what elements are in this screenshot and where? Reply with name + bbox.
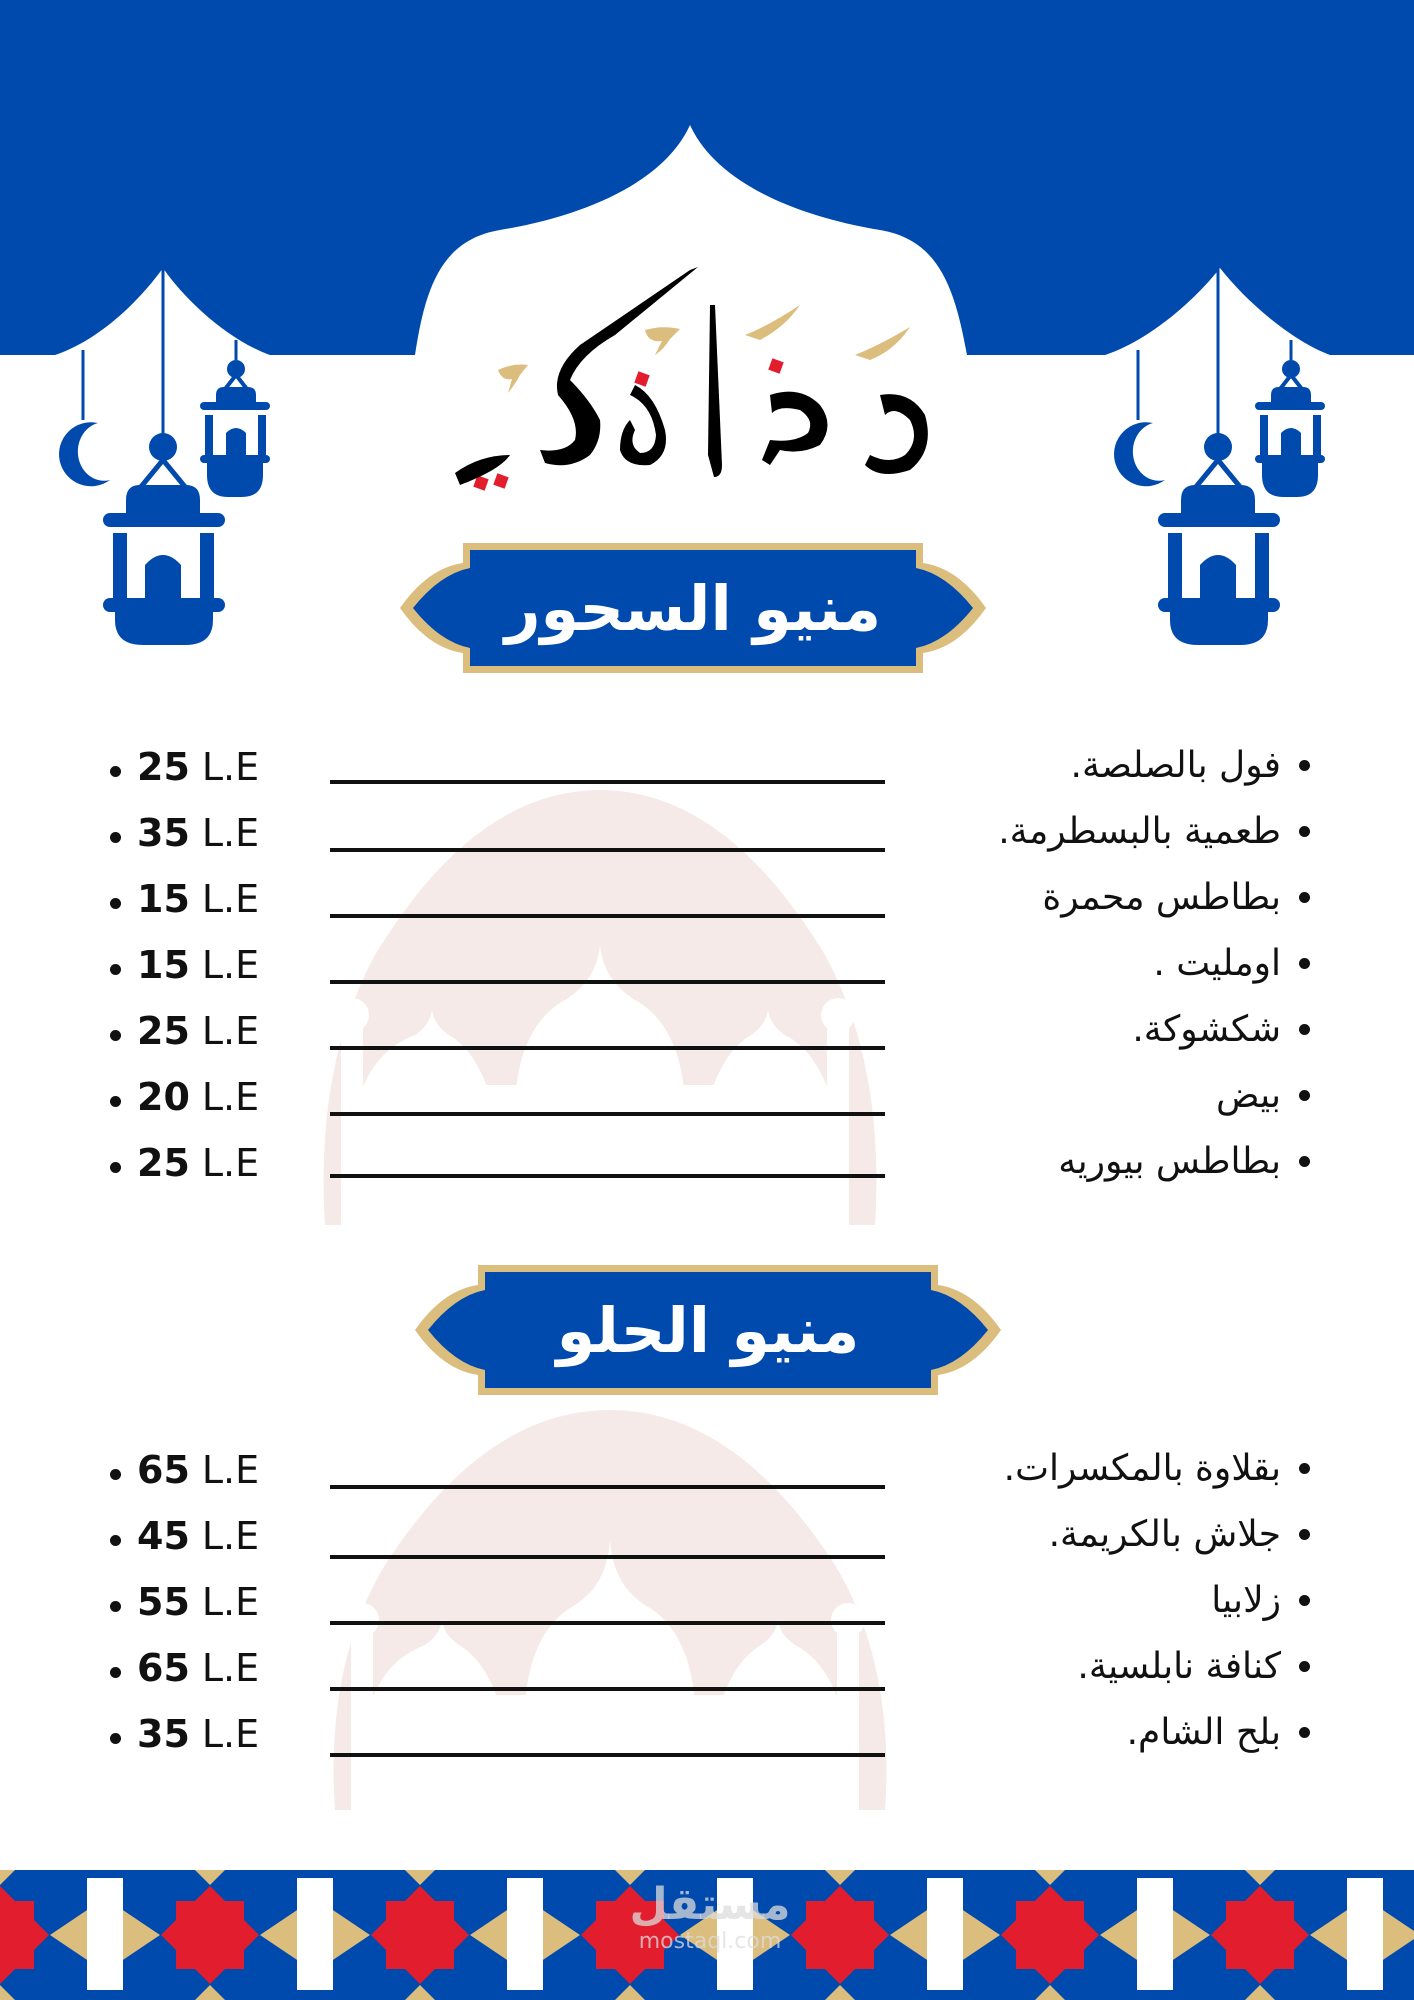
lantern-icon-small [1255,360,1325,497]
price-currency: L.E [201,877,260,921]
section-banner-desserts [413,1260,1003,1400]
item-price [110,745,259,789]
leader-line [330,1753,885,1757]
bullet-icon [1299,1727,1310,1738]
bullet-icon [110,1096,121,1107]
price-value: 25 [137,1009,190,1053]
item-price [110,1448,259,1492]
leader-line [330,1174,885,1178]
menu-item-row [110,1075,1310,1135]
item-name-text: كنافة نابلسية. [1077,1646,1281,1687]
item-name [1127,1712,1310,1753]
item-price [110,877,259,921]
menu-item-row [110,1712,1310,1772]
price-value: 20 [137,1075,190,1119]
lantern-icon-small [200,360,270,497]
price-currency: L.E [201,1514,260,1558]
leader-line [330,1046,885,1050]
item-name-text: جلاش بالكريمة. [1048,1514,1281,1555]
leader-line [330,1621,885,1625]
menu-item-row [110,811,1310,871]
item-name-text: بطاطس محمرة [1042,877,1281,918]
price-currency: L.E [201,1580,260,1624]
bullet-icon [1299,826,1310,837]
bullet-icon [1299,1595,1310,1606]
watermark [620,1880,800,1954]
price-value: 25 [137,745,190,789]
item-name [998,811,1310,852]
item-name-text: فول بالصلصة. [1070,745,1281,786]
price-value: 35 [137,1712,190,1756]
bullet-icon [1299,1024,1310,1035]
section-banner-suhoor [398,538,988,678]
item-name [1153,943,1310,984]
leader-line [330,1687,885,1691]
leader-line [330,1485,885,1489]
item-name-text: بقلاوة بالمكسرات. [1003,1448,1281,1489]
bullet-icon [1299,1529,1310,1540]
price-value: 35 [137,811,190,855]
right-lanterns-group [1105,265,1335,645]
price-currency: L.E [201,1075,260,1119]
bullet-icon [1299,1463,1310,1474]
item-name [1132,1009,1310,1050]
bullet-icon [110,832,121,843]
crescent-icon [59,422,110,486]
bullet-icon [1299,1661,1310,1672]
item-name [1077,1646,1310,1687]
price-currency: L.E [201,1141,260,1185]
lantern-icon-large [1158,433,1280,645]
item-price [110,1712,259,1756]
leader-line [330,980,885,984]
price-currency: L.E [201,1448,260,1492]
menu-item-row [110,1009,1310,1069]
price-currency: L.E [201,745,260,789]
item-name [1042,877,1310,918]
item-name [1004,1448,1310,1489]
item-name [1211,1580,1310,1621]
price-value: 65 [137,1646,190,1690]
item-name-text: شكشوكة. [1132,1009,1281,1050]
watermark-latin: mostaql.com [638,1929,782,1954]
item-name-text: زلابيا [1211,1580,1281,1621]
bullet-icon [110,766,121,777]
bullet-icon [1299,760,1310,771]
bullet-icon [110,964,121,975]
price-value: 25 [137,1141,190,1185]
lantern-icon-large [103,433,225,645]
leader-line [330,914,885,918]
bullet-icon [110,898,121,909]
bullet-icon [110,1162,121,1173]
section-title: منيو السحور [504,571,882,645]
item-name [1058,1141,1310,1182]
menu-item-row [110,745,1310,805]
bullet-icon [110,1667,121,1678]
price-currency: L.E [201,811,260,855]
bullet-icon [110,1733,121,1744]
price-value: 15 [137,877,190,921]
item-name-text: بلح الشام. [1126,1712,1281,1753]
menu-item-row [110,1514,1310,1574]
item-price [110,1646,259,1690]
bullet-icon [110,1601,121,1612]
leader-line [330,1555,885,1559]
bullet-icon [110,1535,121,1546]
ramadan-kareem-calligraphy [440,255,960,500]
item-price [110,1514,259,1558]
item-name-text: بيض [1216,1075,1281,1116]
item-name [1216,1075,1310,1116]
bullet-icon [1299,1156,1310,1167]
item-price [110,1141,259,1185]
item-name-text: طعمية بالبسطرمة. [998,811,1281,852]
menu-item-row [110,1141,1310,1201]
price-currency: L.E [201,943,260,987]
item-price [110,1009,259,1053]
bullet-icon [1299,892,1310,903]
price-currency: L.E [201,1009,260,1053]
crescent-icon [1114,422,1165,486]
item-price [110,811,259,855]
menu-item-row [110,1646,1310,1706]
item-name [1049,1514,1310,1555]
section-title: منيو الحلو [556,1293,860,1367]
price-value: 65 [137,1448,190,1492]
item-price [110,1075,259,1119]
leader-line [330,1112,885,1116]
bullet-icon [1299,958,1310,969]
item-price [110,1580,259,1624]
bullet-icon [110,1030,121,1041]
menu-item-row [110,1580,1310,1640]
leader-line [330,780,885,784]
item-name [1071,745,1310,786]
watermark-arabic: مستقل [629,1879,791,1930]
bullet-icon [110,1469,121,1480]
price-currency: L.E [201,1646,260,1690]
menu-item-row [110,877,1310,937]
bullet-icon [1299,1090,1310,1101]
left-lanterns-group [50,265,280,645]
menu-item-row [110,1448,1310,1508]
menu-item-row [110,943,1310,1003]
price-value: 45 [137,1514,190,1558]
item-name-text: اومليت . [1153,943,1281,984]
price-currency: L.E [201,1712,260,1756]
price-value: 55 [137,1580,190,1624]
price-value: 15 [137,943,190,987]
leader-line [330,848,885,852]
item-name-text: بطاطس بيوريه [1058,1141,1281,1182]
item-price [110,943,259,987]
